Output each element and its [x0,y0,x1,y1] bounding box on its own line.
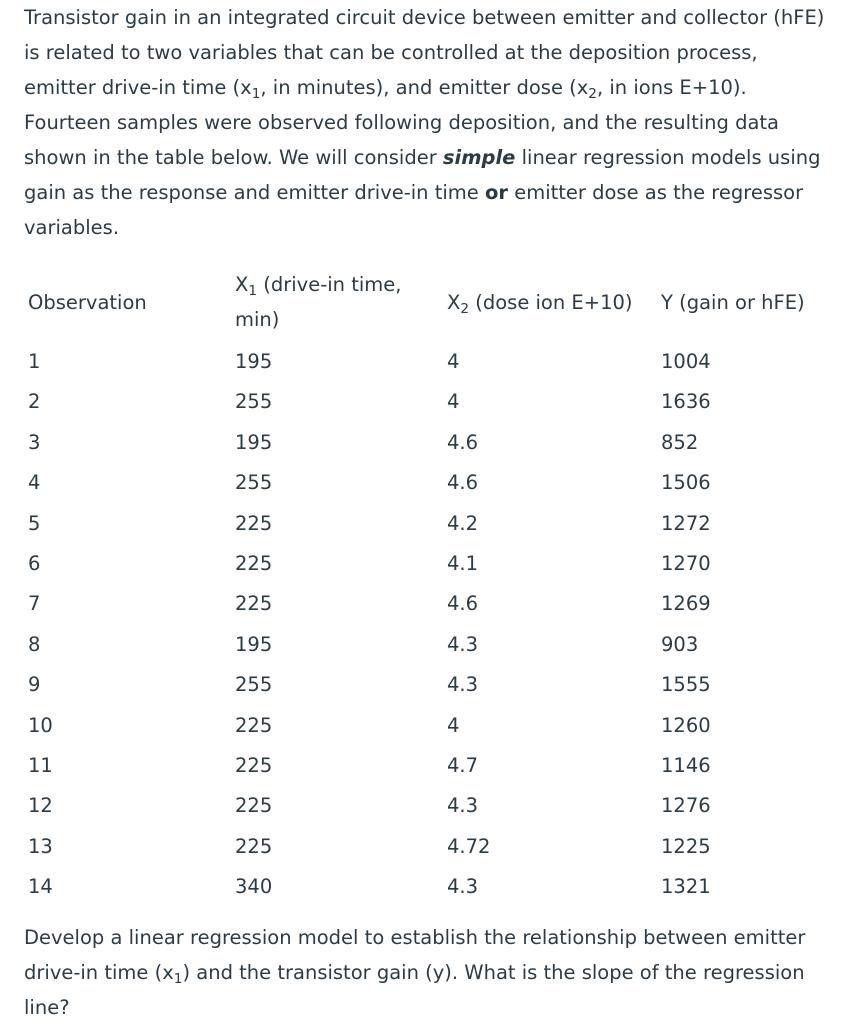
x2-cell: 4.3 [447,632,479,656]
emphasis-simple: simple [442,146,516,169]
intro-text-5: emitter dose as the regressor variables. [24,181,804,239]
table-row [22,746,831,786]
y-cell: 1260 [661,713,711,737]
table-row [22,423,831,463]
table-row [22,706,831,746]
observation-cell: 12 [28,794,53,818]
x1-cell: 195 [235,350,273,373]
x1-cell: 340 [235,875,273,899]
observation-cell: 13 [28,834,53,858]
intro-text-3: , in ions E+10). Fourteen samples were observed following deposition, and the resulting data shown in the table below. We will consider [24,76,780,169]
header-observation: Observation [28,290,147,314]
table-row [22,827,831,867]
observation-cell: 10 [28,713,53,737]
x1-cell: 255 [235,673,273,697]
intro-text-1: Transistor gain in an integrated circuit device between emitter and collector (hFE) is related to two variables that can be controlled at the deposition process, emitter drive-in time (x [24,6,825,99]
subscript-2: 2 [588,86,597,103]
x2-cell: 4.3 [447,673,479,697]
observation-cell: 9 [28,673,41,697]
observation-cell: 11 [28,754,53,778]
x1-cell: 225 [235,834,273,858]
observation-cell: 2 [28,390,41,414]
x1-cell: 225 [235,511,273,535]
x2-cell: 4 [447,713,460,737]
table-row [22,463,831,503]
x1-cell: 225 [235,713,273,737]
y-cell: 1004 [661,350,711,373]
x1-cell: 225 [235,552,273,576]
intro-text-2: , in minutes), and emitter dose (x [260,76,589,99]
x1-cell: 225 [235,592,273,616]
observation-cell: 14 [28,875,53,899]
y-cell: 852 [661,430,699,454]
emphasis-or: or [485,181,509,204]
observation-cell: 1 [28,350,41,373]
y-cell: 1276 [661,794,711,818]
table-row [22,584,831,624]
header-x1: $X_1$ (drive-in time, min) [235,273,402,331]
y-cell: 1321 [661,875,711,899]
y-cell: 1146 [661,754,711,778]
subscript-1: 1 [251,86,261,103]
x2-cell: 4.6 [447,592,479,616]
x2-cell: 4.6 [447,471,479,495]
observation-cell: 5 [28,511,41,535]
x2-cell: 4.3 [447,875,479,899]
y-cell: 1555 [661,673,711,697]
x1-cell: 195 [235,632,273,656]
x1-cell: 225 [235,794,273,818]
x2-cell: 4.2 [447,511,479,535]
observation-cell: 3 [28,430,41,454]
y-cell: 1225 [661,834,711,858]
x2-cell: 4.1 [447,552,479,576]
x2-cell: 4.72 [447,834,491,858]
observation-cell: 8 [28,632,41,656]
y-cell: 1636 [661,390,711,414]
x1-cell: 255 [235,471,273,495]
table-row [22,867,831,907]
table-row [22,504,831,544]
header-x2: $X_2$ (dose ion E+10) [447,290,633,317]
x2-cell: 4 [447,390,460,414]
observation-cell: 7 [28,592,41,616]
x1-cell: 225 [235,754,273,778]
data-table [22,262,831,908]
x2-cell: 4.7 [447,754,479,778]
question-text: Develop a linear regression model to establish the relationship between emitter drive-in time $(x_1)$ and the transistor gain (y). What is the slope of the regression line? [24,926,806,1019]
y-cell: 1270 [661,552,711,576]
y-cell: 1506 [661,471,711,495]
problem-intro [24,0,832,245]
table-body [22,342,831,908]
x1-cell: 195 [235,430,273,454]
table-row [22,625,831,665]
y-cell: 1269 [661,592,711,616]
observation-cell: 4 [28,471,41,495]
y-cell: 903 [661,632,699,656]
x2-cell: 4 [447,350,460,373]
header-y: Y (gain or hFE) [661,290,805,314]
table-row [22,544,831,584]
x2-cell: 4.3 [447,794,479,818]
table-header-row [22,262,831,342]
table-row [22,786,831,826]
x1-cell: 255 [235,390,273,414]
y-cell: 1272 [661,511,711,535]
table-row [22,382,831,422]
table-row [22,665,831,705]
intro-text-4: linear regression models using gain as the response and emitter drive-in time [24,146,821,204]
observation-cell: 6 [28,552,41,576]
x2-cell: 4.6 [447,430,479,454]
table-row [22,342,831,382]
